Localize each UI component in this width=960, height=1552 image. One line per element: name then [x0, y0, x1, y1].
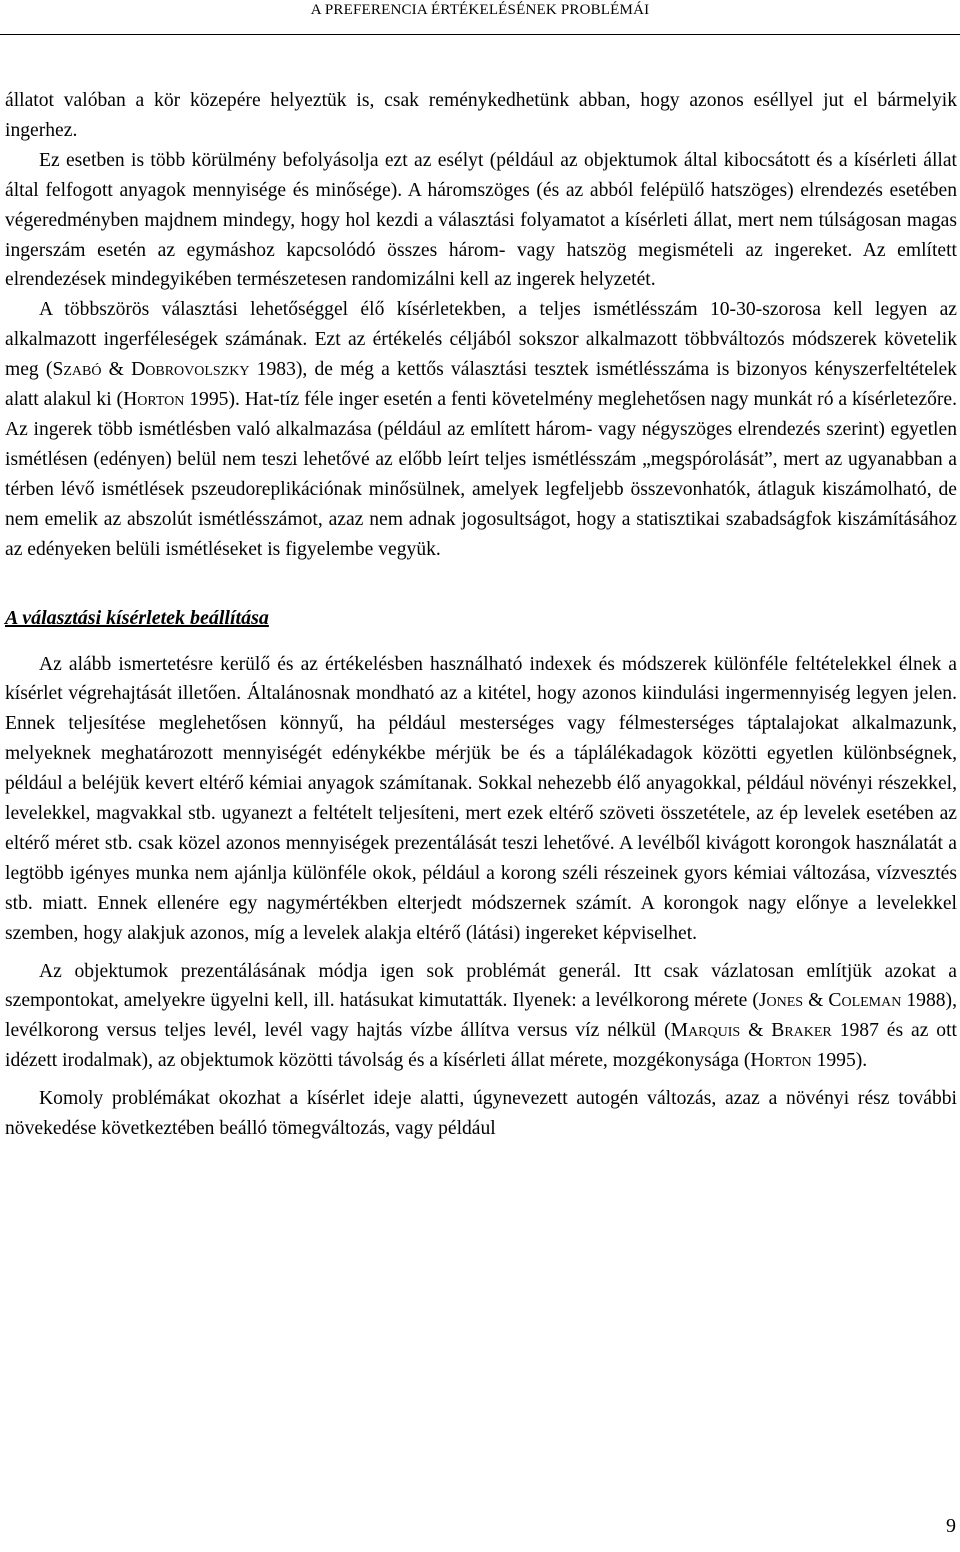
paragraph-autogenic: Komoly problémákat okozhat a kísérlet ideje alatti, úgynevezett autogén változás, azaz a növényi rész további növekedése következtében beálló tömegváltozás, vagy például: [5, 1088, 957, 1140]
paragraph-text: 1983), de még a kettős választási tesztek ismétlésszáma is bizonyos kényszerfeltételek alatt alakul ki (: [5, 359, 957, 411]
paragraph-continuation: állatot valóban a kör közepére helyeztük is, csak reménykedhetünk abban, hogy azonos eséllyel jut el bármelyik ingerhez.: [5, 90, 957, 141]
citation-author: Horton: [123, 389, 185, 411]
running-header: A PREFERENCIA ÉRTÉKELÉSÉNEK PROBLÉMÁI: [310, 2, 650, 18]
paragraph-text: 1988), levélkorong versus teljes levél, levél vagy hajtás vízbe állítva versus víz nélkül (: [5, 990, 957, 1042]
paragraph-text: &: [803, 990, 829, 1012]
paragraph-text: 1995). Hat-tíz féle inger esetén a fenti követelmény meglehetősen nagy munkát ró a kísérletezőre. Az ingerek több ismétlésben való alkalmazása (például az említett három- vagy négyszöges elrendezés szerint) egyetlen ismétlésen (edényen) belül nem teszi lehetővé az előbb leírt teljes ismétlésszám „megspórolását”, mert az ugyanabban a térben lévő ismétlések pszeudoreplikációnak minősülnek, amelyek legfeljebb összevonhatók, átlaguk kiszámolható, de nem emelik az abszolút ismétlésszámot, azaz nem adnak jogosultságot, hogy a statisztikai szabadságfok kiszámításához az edényeken belüli ismétléseket is figyelembe vegyük.: [5, 389, 957, 560]
page-body: [5, 86, 957, 1144]
paragraph-text: A többszörös választási lehetőséggel élő kísérletekben, a teljes ismétlésszám 10-30-szorosa kell legyen az alkalmazott ingerféleségek számának. Ezt az értékelés céljából sokszor alkalmazott többváltozós módszerek követelik meg (: [5, 299, 957, 381]
citation-author: Braker: [771, 1020, 832, 1042]
citation-author: Dobrovolszky: [131, 359, 250, 381]
section-heading: A választási kísérletek beállítása: [5, 606, 269, 629]
paragraph-text: &: [101, 359, 132, 381]
page-number: 9: [946, 1515, 956, 1537]
citation-author: Szabó: [52, 359, 102, 381]
paragraph-presentation: [5, 957, 957, 1077]
citation-author: Marquis: [670, 1020, 741, 1042]
paragraph-replication: [5, 295, 957, 564]
paragraph-arrangement: Ez esetben is több körülmény befolyásolja ezt az esélyt (például az objektumok által kibocsátott és a kísérleti állat által felfogott anyagok mennyisége és minősége). A háromszöges (és az abból felépülő hatszöges) elrendezés esetében végeredményben majdnem mindegy, hogy hol kezdi a választási folyamatot a kísérleti állat, mert nem túlságosan magas ingerszám esetén az egymáshoz kapcsolódó összes három- vagy hatszög megismételi az ingereket. Az említett elrendezések mindegyikében természetesen randomizálni kell az ingerek helyzetét.: [5, 149, 957, 291]
paragraph-text: &: [740, 1020, 772, 1042]
paragraph-text: Az objektumok prezentálásának módja igen sok problémát generál. Itt csak vázlatosan említjük azokat a szempontokat, amelyekre ügyelni kell, ill. hatásukat kimutatták. Ilyenek: a levélkorong mérete (: [5, 960, 957, 1012]
paragraph-setup: Az alább ismertetésre kerülő és az értékelésben használható indexek és módszerek különféle feltételekkel élnek a kísérlet végrehajtását illetően. Általánosnak mondható az a kitétel, hogy azonos kiindulási ingermennyiség legyen jelen. Ennek teljesítése meglehetősen könnyű, ha például mesterséges vagy félmesterséges táptalajokat alkalmazunk, melyeknek meghatározott mennyiségét edénykékbe mérjük be és a táplálékadagok közötti egyetlen különbségnek, például a beléjük kevert eltérő kémiai anyagok számítanak. Sokkal nehezebb élő anyagokkal, például növényi részekkel, levelekkel, magvakkal stb. ugyanezt a feltételt teljesíteni, mert ezek eltérő szöveti összetétele, az ép levelek esetében az eltérő méret stb. csak közel azonos mennyiségek prezentálását teszi lehetővé. A levélből kivágott korongok használatát a legtöbb igényes munka nem ajánlja különféle okok, például a korong széli részeinek gyors kémiai változása, vízvesztés stb. miatt. Ennek ellenére egy nagymértékben elterjedt módszernek számít. A korongok nagy előnye a levelekkel szemben, hogy alakjuk azonos, míg a levelek alakja eltérő (látási) ingereket képviselhet.: [5, 653, 957, 944]
citation-author: Coleman: [828, 990, 902, 1012]
paragraph-text: 1995).: [811, 1050, 868, 1072]
paragraph-text: 1987 és az ott idézett irodalmak), az objektumok közötti távolság és a kísérleti állat mérete, mozgékonysága (: [5, 1020, 957, 1072]
citation-author: Horton: [750, 1050, 812, 1072]
header-divider: [0, 34, 960, 35]
citation-author: Jones: [758, 990, 804, 1012]
